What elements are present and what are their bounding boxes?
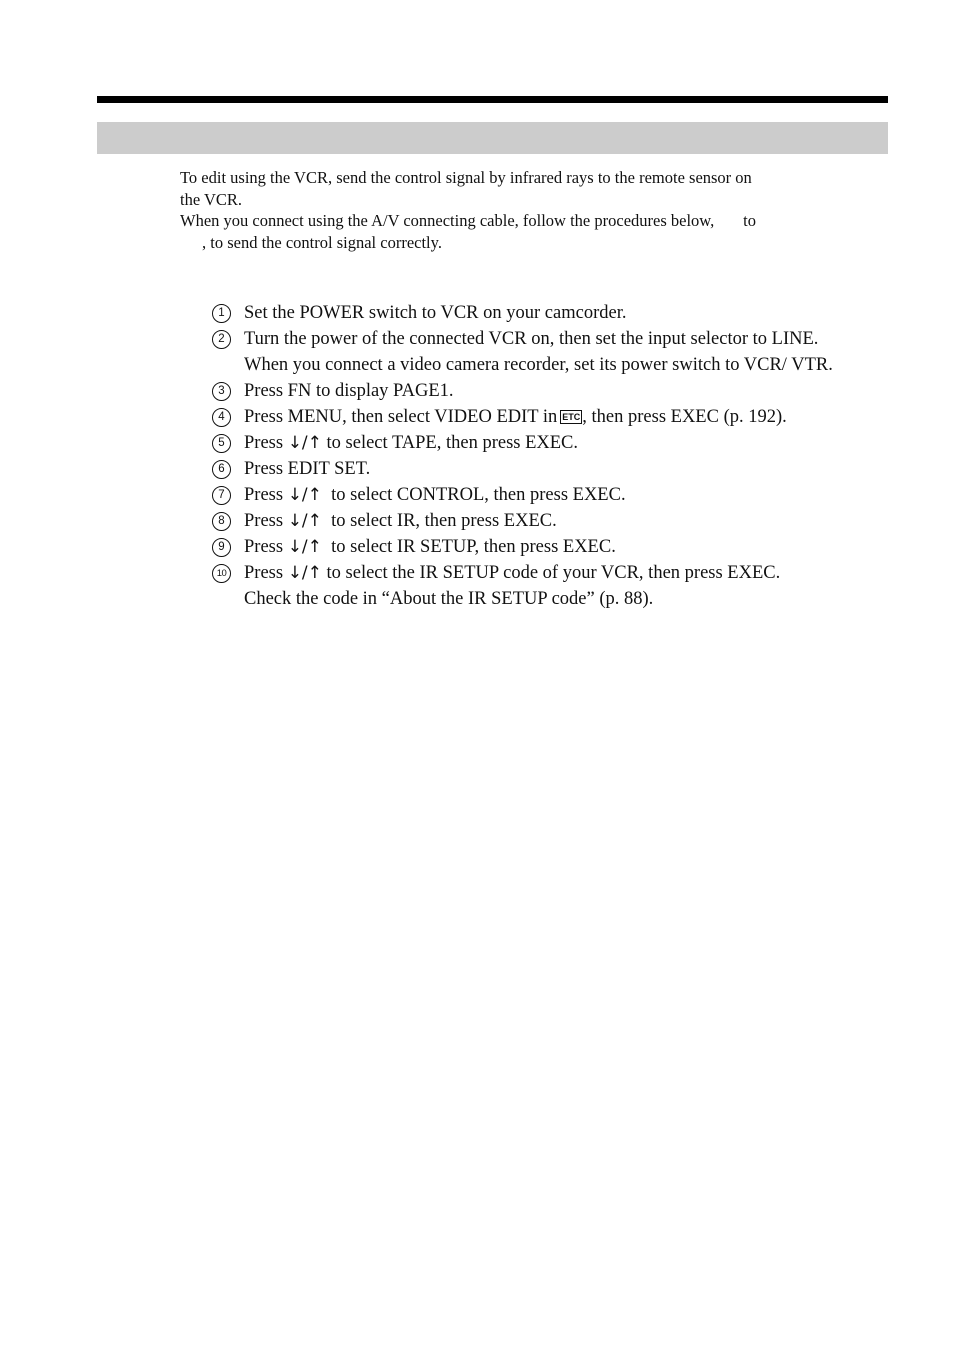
step-number-2: 2 [212, 330, 231, 349]
step-7-text-post: to select CONTROL, then press EXEC. [321, 485, 626, 505]
step-9-text: Press [244, 537, 284, 557]
step-10-text: Press [244, 563, 284, 583]
step-6 [212, 456, 882, 482]
intro-line-1: To edit using the VCR, send the control signal by infrared rays to the remote sensor on [180, 168, 752, 187]
step-3-text: Press FN to display PAGE1. [244, 381, 454, 401]
step-4-text-post: , then press EXEC (p. 192). [582, 407, 787, 427]
step-number-4: 4 [212, 408, 231, 427]
down-up-arrow-icon: ↓/↑ [287, 537, 322, 557]
step-number-8: 8 [212, 512, 231, 531]
step-number-10: 10 [212, 564, 231, 583]
step-4 [212, 404, 882, 430]
down-up-arrow-icon: ↓/↑ [287, 563, 322, 583]
intro-line-1b: the VCR. [180, 189, 243, 209]
step-5-text: Press [244, 433, 284, 453]
intro-line-2: When you connect using the A/V connecting cable, follow the procedures below, to [180, 211, 756, 230]
step-2 [212, 326, 882, 378]
step-7 [212, 482, 882, 508]
step-number-9: 9 [212, 538, 231, 557]
step-10-text-post: to select the IR SETUP code of your VCR, then press EXEC. [321, 563, 781, 583]
step-8-text-post: to select IR, then press EXEC. [321, 511, 557, 531]
step-1 [212, 300, 882, 326]
step-number-3: 3 [212, 382, 231, 401]
step-4-text: Press MENU, then select VIDEO EDIT in [244, 407, 558, 427]
section-header-band [97, 122, 888, 154]
intro-line-2b: , to send the control signal correctly. [202, 232, 442, 252]
step-5 [212, 430, 882, 456]
step-number-7: 7 [212, 486, 231, 505]
step-8 [212, 508, 882, 534]
step-3 [212, 378, 882, 404]
top-rule [97, 96, 888, 103]
step-2-note: When you connect a video camera recorder, set its power switch to VCR/ VTR. [244, 355, 833, 375]
step-2-text: Turn the power of the connected VCR on, then set the input selector to LINE. [244, 329, 819, 349]
step-9-text-post: to select IR SETUP, then press EXEC. [321, 537, 616, 557]
step-1-text: Set the POWER switch to VCR on your camcorder. [244, 303, 627, 323]
step-9 [212, 534, 882, 560]
steps-list [212, 300, 882, 612]
step-10 [212, 560, 882, 612]
down-up-arrow-icon: ↓/↑ [287, 433, 322, 453]
step-7-text: Press [244, 485, 284, 505]
step-8-text: Press [244, 511, 284, 531]
step-5-text-post: to select TAPE, then press EXEC. [321, 433, 579, 453]
step-number-6: 6 [212, 460, 231, 479]
etc-menu-icon: ETC [562, 412, 581, 422]
step-number-5: 5 [212, 434, 231, 453]
down-up-arrow-icon: ↓/↑ [287, 511, 322, 531]
down-up-arrow-icon: ↓/↑ [287, 485, 322, 505]
intro-paragraph [180, 167, 885, 253]
step-6-text: Press EDIT SET. [244, 459, 371, 479]
step-number-1: 1 [212, 304, 231, 323]
step-10-note: Check the code in “About the IR SETUP code” (p. 88). [244, 589, 654, 609]
